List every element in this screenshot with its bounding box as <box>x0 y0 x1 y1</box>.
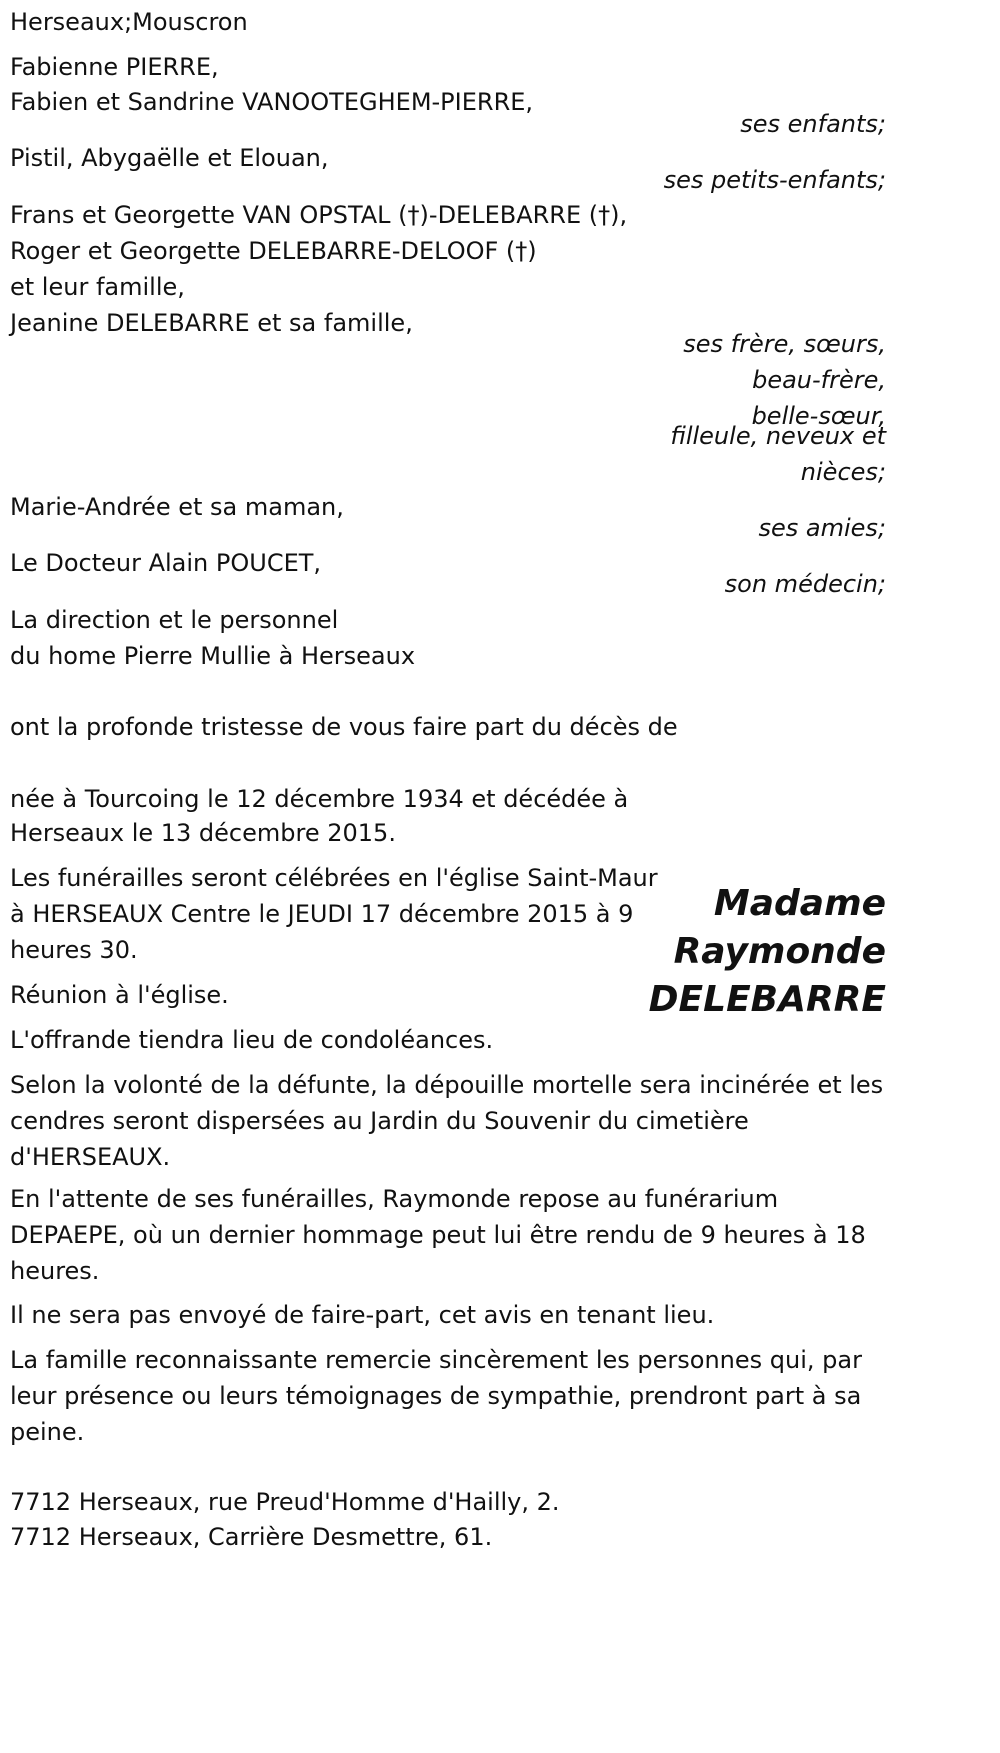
doctor-role: son médecin; <box>724 570 886 598</box>
siblings-line-2: Roger et Georgette DELEBARRE-DELOOF (†) <box>10 237 537 265</box>
home-line-2: du home Pierre Mullie à Herseaux <box>10 642 416 670</box>
deceased-first-name: Raymonde <box>673 931 886 972</box>
siblings-line-3: et leur famille, <box>10 273 185 301</box>
grandchildren-line: Pistil, Abygaëlle et Elouan, <box>10 144 329 172</box>
grandchildren-role: ses petits-enfants; <box>663 166 886 194</box>
children-line-2: Fabien et Sandrine VANOOTEGHEM-PIERRE, <box>10 88 534 116</box>
deceased-last-name: DELEBARRE <box>648 979 886 1020</box>
birth-line-1: née à Tourcoing le 12 décembre 1934 et décédée à <box>10 785 629 813</box>
funeral-line-1: Les funérailles seront célébrées en l'église Saint-Maur <box>10 864 658 892</box>
siblings-role-5: nièces; <box>800 458 886 486</box>
offering-text: L'offrande tiendra lieu de condoléances. <box>10 1026 494 1054</box>
thanks-paragraph: La famille reconnaissante remercie sincèrement les personnes qui, par leur présence ou leurs témoignages de sympathie, prendront part à sa peine. <box>10 1346 862 1446</box>
birth-line-2: Herseaux le 13 décembre 2015. <box>10 819 396 847</box>
funeral-line-2: à HERSEAUX Centre le JEUDI 17 décembre 2015 à 9 <box>10 900 634 928</box>
friends-role: ses amies; <box>758 514 886 542</box>
doctor-line: Le Docteur Alain POUCET, <box>10 549 322 577</box>
siblings-role-3: belle-sœur, <box>751 402 886 430</box>
siblings-role-2: beau-frère, <box>752 366 886 394</box>
cremation-paragraph: Selon la volonté de la défunte, la dépouille mortelle sera incinérée et les cendres seront dispersées au Jardin du Souvenir du cimetière d'HERSEAUX. <box>10 1071 884 1171</box>
friends-line: Marie-Andrée et sa maman, <box>10 493 344 521</box>
siblings-role-1: ses frère, sœurs, <box>683 330 886 358</box>
children-line-1: Fabienne PIERRE, <box>10 53 219 81</box>
meeting-text: Réunion à l'église. <box>10 981 229 1009</box>
children-role: ses enfants; <box>740 110 886 138</box>
home-line-1: La direction et le personnel <box>10 606 339 634</box>
siblings-line-1: Frans et Georgette VAN OPSTAL (†)-DELEBARRE (†), <box>10 201 628 229</box>
deceased-name <box>649 880 886 1024</box>
deceased-title: Madame <box>713 883 886 924</box>
location-header: Herseaux;Mouscron <box>10 8 248 36</box>
siblings-role-4: filleule, neveux et <box>670 422 886 450</box>
address-line-2: 7712 Herseaux, Carrière Desmettre, 61. <box>10 1523 493 1551</box>
address-line-1: 7712 Herseaux, rue Preud'Homme d'Hailly, 2. <box>10 1488 560 1516</box>
no-cards-text: Il ne sera pas envoyé de faire-part, cet avis en tenant lieu. <box>10 1301 715 1329</box>
funeral-line-3: heures 30. <box>10 936 138 964</box>
siblings-line-4: Jeanine DELEBARRE et sa famille, <box>10 309 413 337</box>
announcement: ont la profonde tristesse de vous faire part du décès de <box>10 713 678 741</box>
funerarium-paragraph: En l'attente de ses funérailles, Raymonde repose au funérarium DEPAEPE, où un dernier hommage peut lui être rendu de 9 heures à 18 heures. <box>10 1185 866 1285</box>
